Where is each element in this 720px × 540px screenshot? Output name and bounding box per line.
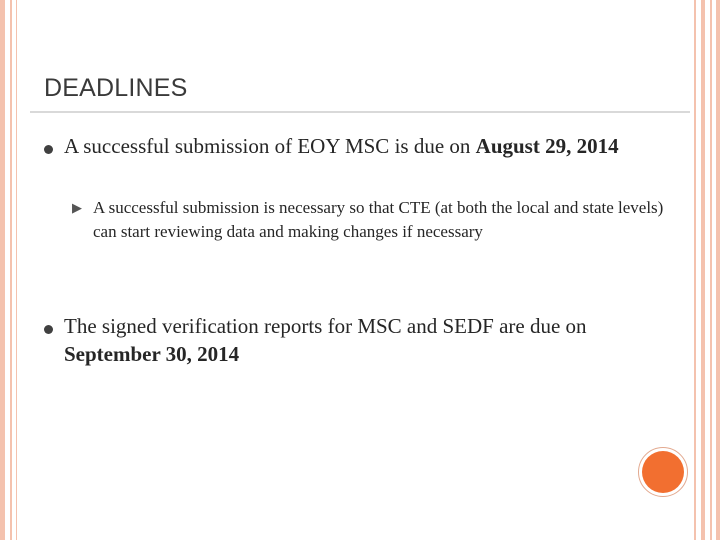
frame-right-line-2 xyxy=(701,0,705,540)
frame-right-line-1 xyxy=(694,0,696,540)
bullet-1-body: A successful submission of EOY MSC is due on xyxy=(64,134,476,158)
frame-right-line-4 xyxy=(716,0,720,540)
sub-bullet-icon: ▶ xyxy=(72,200,82,215)
orange-circle-icon xyxy=(642,451,684,493)
frame-right-line-3 xyxy=(710,0,712,540)
bullet-1-text xyxy=(64,132,674,160)
bullet-dot-icon xyxy=(44,145,53,154)
bullet-2-text xyxy=(64,312,674,368)
page-title: DEADLINES xyxy=(44,74,188,102)
bullet-1-date: August 29, 2014 xyxy=(475,134,619,158)
bullet-2-date: September 30, 2014 xyxy=(64,342,240,366)
frame-left-line-1 xyxy=(0,0,5,540)
frame-left-line-3 xyxy=(16,0,17,540)
bullet-2-body: The signed verification reports for MSC and SEDF are due on xyxy=(64,314,587,338)
title-divider xyxy=(30,111,690,113)
bullet-dot-icon xyxy=(44,325,53,334)
frame-left-line-2 xyxy=(10,0,12,540)
sub-bullet-text: A successful submission is necessary so that CTE (at both the local and state levels) can start reviewing data and making changes if necessary xyxy=(93,198,664,241)
